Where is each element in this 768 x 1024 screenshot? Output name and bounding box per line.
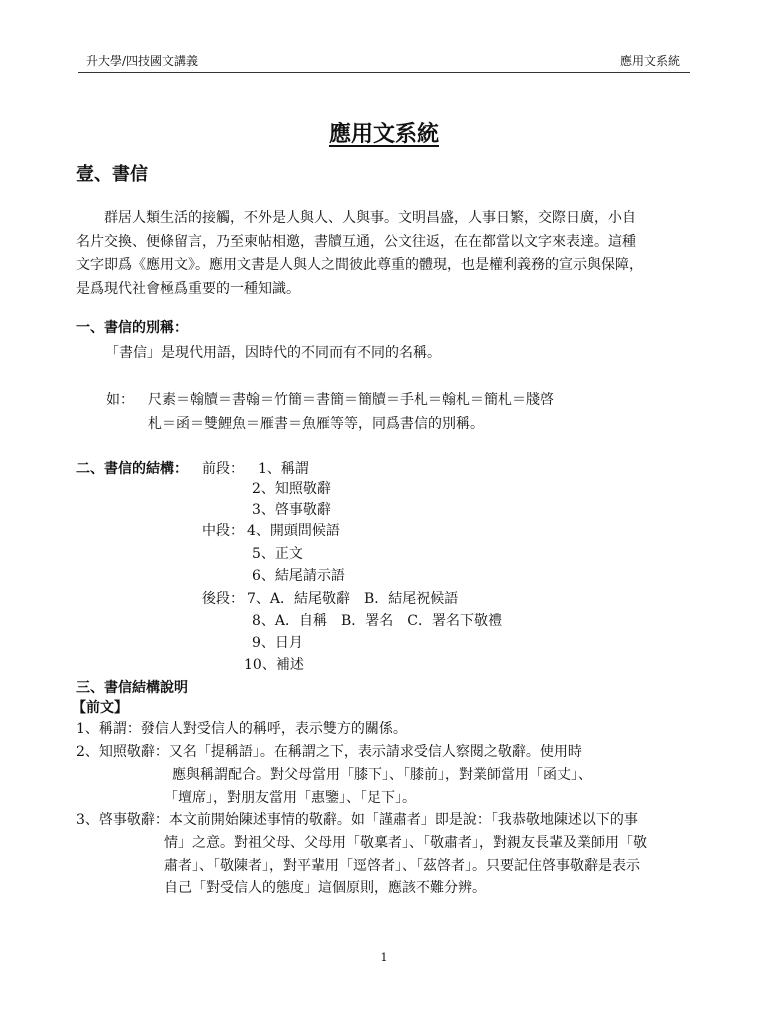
- structure-back-label: 後段：: [202, 591, 244, 607]
- running-header-left: 升大學/四技國文講義: [86, 54, 199, 68]
- explanation-continuation: 肅者」、「敬陳者」，對平輩用「逕啓者」、「茲啓者」。只要記住啓事敬辭是表示: [164, 858, 640, 874]
- intro-paragraph: [76, 207, 696, 301]
- explanation-item: 2、知照敬辭：又名「提稱語」。在稱謂之下，表示請求受信人察閱之敬辭。使用時: [76, 744, 582, 760]
- intro-line: 名片交換、便條留言，乃至柬帖相邀，書牘互通，公文往返，在在都當以文字來表達。這種: [76, 233, 636, 250]
- explanation-continuation: 自己「對受信人的態度」這個原則，應該不難分辨。: [164, 880, 486, 896]
- intro-line: 是爲現代社會極爲重要的一種知識。: [76, 280, 300, 297]
- example-line: 札＝函＝雙鯉魚＝雁書＝魚雁等等，同爲書信的別稱。: [148, 416, 484, 432]
- section-heading: 壹、書信: [76, 164, 148, 185]
- header-rule: [78, 72, 690, 73]
- intro-line: 文字即爲《應用文》。應用文書是人與人之間彼此尊重的體現，也是權利義務的宣示與保障，: [76, 257, 643, 273]
- document-title: 應用文系統: [328, 121, 439, 147]
- structure-item: 6、結尾請示語: [252, 568, 345, 584]
- explanation-continuation: 「壇席」，對朋友當用「惠鑒」、「足下」。: [164, 790, 416, 806]
- structure-item: 5、正文: [252, 546, 303, 562]
- example-label: 如：: [106, 392, 134, 408]
- explanation-continuation: 情」之意。對祖父母、父母用「敬稟者」、「敬肅者」，對親友長輩及業師用「敬: [164, 835, 647, 851]
- structure-item: 1、稱謂: [258, 461, 309, 477]
- part2-heading: 二、書信的結構：: [76, 461, 188, 477]
- explanation-continuation: 應與稱謂配合。對父母當用「膝下」、「膝前」，對業師當用「函丈」、: [172, 767, 592, 783]
- structure-item: 2、知照敬辭: [252, 481, 331, 497]
- structure-item: 10、補述: [244, 657, 304, 673]
- intro-line: 群居人類生活的接觸，不外是人與人、人與事。文明昌盛，人事日繁，交際日廣，小自: [76, 210, 636, 226]
- structure-item: 3、啓事敬辭: [252, 502, 331, 518]
- structure-item: 9、日月: [252, 635, 303, 651]
- running-header-right: 應用文系統: [620, 54, 681, 68]
- part3-heading: 三、書信結構說明: [76, 680, 188, 696]
- structure-middle-label: 中段：: [202, 523, 244, 539]
- example-line: 尺素＝翰牘＝書翰＝竹簡＝書簡＝簡牘＝手札＝翰札＝簡札＝牋啓: [148, 392, 554, 408]
- structure-front-label: 前段：: [202, 461, 244, 477]
- structure-item: 7、A．結尾敬辭 B．結尾祝候語: [247, 591, 459, 607]
- explanation-item: 3、啓事敬辭：本文前開始陳述事情的敬辭。如「謹肅者」即是說：「我恭敬地陳述以下的事: [76, 812, 638, 828]
- structure-item: 4、開頭問候語: [247, 523, 340, 539]
- part1-heading: 一、書信的別稱：: [76, 320, 188, 336]
- page-number: 1: [380, 951, 388, 964]
- structure-item: 8、A．自稱 B．署名 C．署名下敬禮: [252, 613, 503, 629]
- explanation-item: 1、稱謂：發信人對受信人的稱呼，表示雙方的關係。: [76, 721, 407, 737]
- part3-subheading: 【前文】: [72, 700, 128, 716]
- part1-line: 「書信」是現代用語，因時代的不同而有不同的名稱。: [105, 345, 441, 361]
